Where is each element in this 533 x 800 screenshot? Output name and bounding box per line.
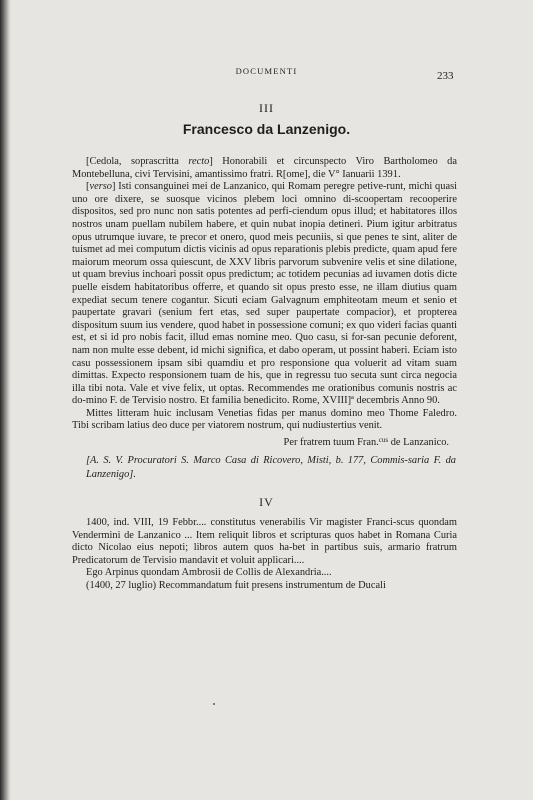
running-title: DOCUMENTI [235,66,298,76]
signature-line [72,436,457,448]
paragraph-1400-luglio: (1400, 27 luglio) Recommandatum fuit presens instrumentum de Ducali [86,579,386,591]
archival-citation: [A. S. V. Procuratori S. Marco Casa di Ricovero, Misti, b. 177, Commis-saria F. da Lanzenigo]. [86,455,456,480]
text-run: Per fratrem tuum Fran. [283,437,379,448]
section-title: Francesco da Lanzenigo. [182,121,351,137]
text-run-italic: recto [188,156,210,167]
letter-body [72,156,457,433]
page-speck [213,703,215,705]
text-run: de Lanzanico. [388,437,449,448]
document-iv-body [72,517,457,593]
page-binding-shadow [0,0,11,800]
text-run: ] Honorabili et circunspecto Viro Bartholomeo da Montebelluna, civi Tervisini, amantissimo fratri. R[ome], die V° Ianuarii 1391. [72,156,457,180]
paragraph-arpinus: Ego Arpinus quondam Ambrosii de Collis de Alexandria.... [86,567,332,579]
text-run: [ [86,181,90,193]
paragraph-mittes: Mittes litteram huic inclusam Venetias fidas per manus domino meo Thome Faledro. Tibi scribam latius deo duce per viatorem nostrum, qui nudiustertius venit. [72,407,457,432]
section-numeral-iv: IV [259,495,274,509]
paragraph-1400-febbr: 1400, ind. VIII, 19 Febbr.... constitutus venerabilis Vir magister Franci-scus quondam Vendermini de Lanzanico ... Item reliquit libros et scripturas quos habet in Romana Curia dicto Nicolao eius nepoti; libros autem quos ha-bet in partibus suis, armario fratrum Predicatorum de Tervisio mandavit et voluit applicari.... [72,517,457,566]
text-run: [Cedola, soprascritta [86,156,189,167]
text-run-italic: verso [89,181,112,193]
page-number: 233 [437,70,454,82]
paragraph-cedola [72,156,457,181]
superscript: cus [378,436,389,444]
text-run: ] Isti consanguinei mei de Lanzanico, qui Romam peregre petive-runt, michi quasi uno ore dixere, se suosque vicinos plebem loci omnino di-scoopertam recooperire dispositos, sed pro nunc non satis potentes ad perfi-ciendum opus illud; et habitatores illos nostros unam puellam nubilem habere, et quin nubat inopia detineri. Pium igitur arbitratus opus utrumque iuvare, te precor et onero, quod meis pecuniis, si que penes te sint, aliter de tuismet ad mei computum dictis vicinis ad opus reparationis plebis predicte, quam apud fere maiorum meorum ossa quiescunt, de XXV libris parvorum subvenire velis et sine dilatione, ut quam brevius inchoari possit opus predictum; ac totidem pecunias ad iuvamen dotis dicte puelle eisdem habitatoribus offerre, et quando sit opus presto esse, ne illam diutius quam expediat secum tenere cogantur. Sicuti eciam Galvagnum emphiteotam meum et senio et paupertate gravari (senium fert etas, sed super paupertate compacior), et propterea dispositum suum ius vendere, quod habet in possessione comuni; ex quo videri facias quanti est, et si id pro nobis facit, illud emas nomine meo. Quo casu, si for-san pecunie deforent, nam non multe esse debent, id michi significa, et dabo operam, ut possint haberi. Eciam isto casu possessionem ipsam sibi quamdiu et pro responsione qua voluerit ad vitam suam dimittas. Expecto responsionem tuam de his, que in regressu tuo secuta sunt circa negocia illa tibi nota. Vale et vive felix, ut optas. Recommendes me orationibus comunis nostris ac do-mino F. de Tervisio nostro. Et familia benedicito. Rome, XVIII]ª decembris Anno 90. [72,181,457,407]
section-numeral-iii: III [259,101,274,115]
paragraph-verso [72,181,457,408]
